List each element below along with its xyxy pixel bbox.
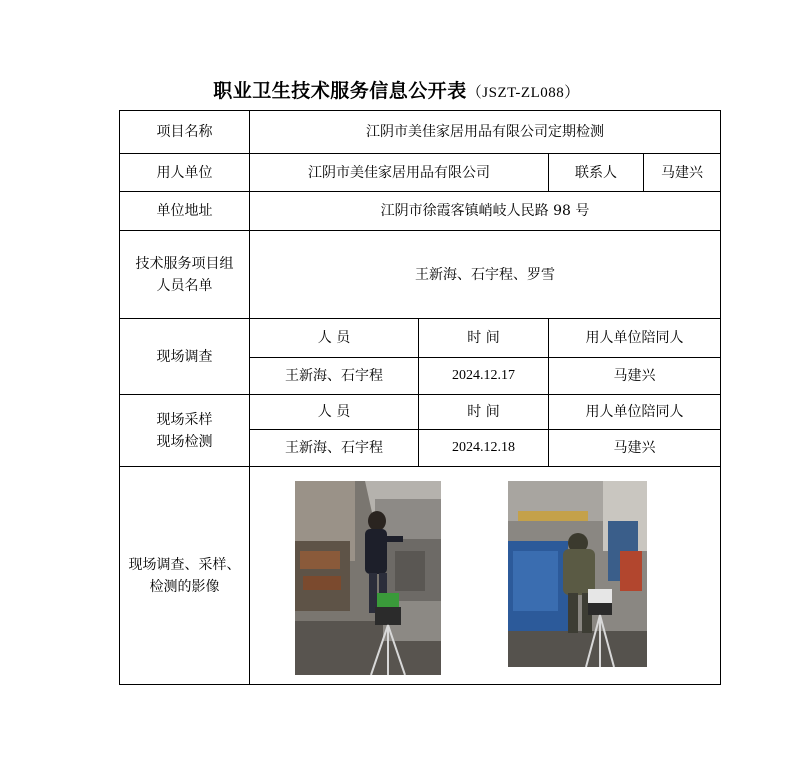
survey-label: 现场调查 [120, 319, 250, 395]
address-label: 单位地址 [120, 192, 250, 231]
employer-label: 用人单位 [120, 154, 250, 192]
sampling-escort: 马建兴 [549, 430, 721, 467]
document-code: （JSZT-ZL088） [466, 85, 580, 101]
row-employer [120, 154, 721, 192]
row-sampling-header [120, 395, 721, 430]
page-title [0, 76, 793, 103]
site-photo-sampling [508, 481, 647, 667]
site-photo-survey-graphic [295, 481, 441, 675]
survey-time-header: 时 间 [419, 319, 549, 358]
sampling-time-header: 时 间 [419, 395, 549, 430]
site-photo-survey [295, 481, 441, 675]
row-team [120, 231, 721, 319]
survey-personnel: 王新海、石宇程 [250, 358, 419, 395]
address-value: 江阴市徐霞客镇峭岐人民路 98 号 [250, 192, 721, 231]
images-label: 现场调查、采样、检测的影像 [120, 467, 250, 685]
survey-escort: 马建兴 [549, 358, 721, 395]
sampling-personnel: 王新海、石宇程 [250, 430, 419, 467]
contact-label: 联系人 [549, 154, 644, 192]
project-name-label: 项目名称 [120, 111, 250, 154]
row-address [120, 192, 721, 231]
survey-date: 2024.12.17 [419, 358, 549, 395]
sampling-date: 2024.12.18 [419, 430, 549, 467]
row-survey-header [120, 319, 721, 358]
sampling-label: 现场采样现场检测 [120, 395, 250, 467]
team-label: 技术服务项目组人员名单 [120, 231, 250, 319]
project-name-value: 江阴市美佳家居用品有限公司定期检测 [250, 111, 721, 154]
survey-personnel-header: 人 员 [250, 319, 419, 358]
images-cell [250, 467, 721, 685]
row-images [120, 467, 721, 685]
contact-value: 马建兴 [644, 154, 721, 192]
site-photo-sampling-graphic [508, 481, 647, 667]
survey-escort-header: 用人单位陪同人 [549, 319, 721, 358]
employer-value: 江阴市美佳家居用品有限公司 [250, 154, 549, 192]
sampling-personnel-header: 人 员 [250, 395, 419, 430]
row-project-name [120, 111, 721, 154]
info-table [119, 110, 721, 685]
title-text: 职业卫生技术服务信息公开表 [213, 80, 467, 102]
sampling-escort-header: 用人单位陪同人 [549, 395, 721, 430]
team-value: 王新海、石宇程、罗雪 [250, 231, 721, 319]
